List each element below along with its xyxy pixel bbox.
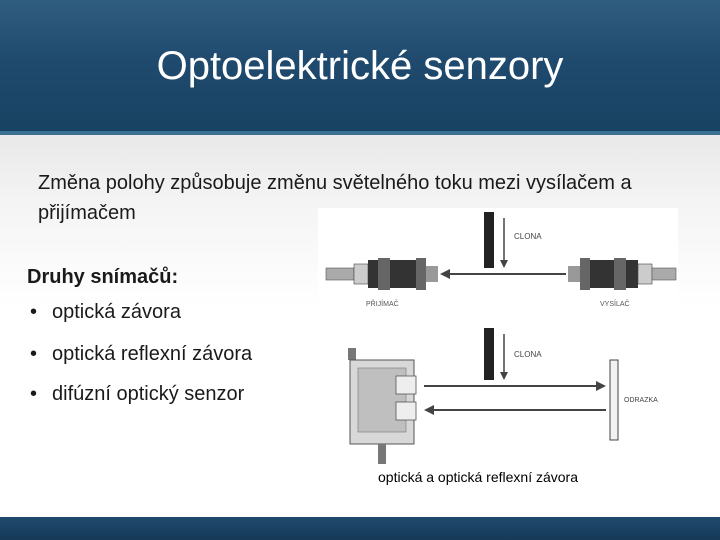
label-clona-top: CLONA <box>514 232 542 241</box>
bullet-text: difúzní optický senzor <box>52 383 245 405</box>
list-item <box>30 343 252 366</box>
sensor-diagram-svg <box>318 208 678 476</box>
slide-title: Optoelektrické senzory <box>156 44 564 88</box>
shutter-top <box>484 212 494 268</box>
bullet-text: optická závora <box>52 301 181 323</box>
reflector <box>610 360 618 440</box>
reflex-sensor <box>348 348 416 464</box>
label-vysilac: VYSÍLAČ <box>600 301 630 308</box>
bullet-point: • <box>30 301 38 323</box>
receiver-sensor <box>326 258 438 290</box>
label-clona-bottom: CLONA <box>514 350 542 359</box>
bullet-text: optická reflexní závora <box>52 343 253 365</box>
footer-bar <box>0 517 720 540</box>
sensor-types-heading: Druhy snímačů: <box>27 266 179 288</box>
diagram-caption: optická a optická reflexní závora <box>378 469 578 485</box>
bullet-point: • <box>30 383 38 405</box>
bullet-point: • <box>30 343 38 365</box>
label-prijimac: PŘIJÍMAČ <box>366 301 399 308</box>
sensor-diagram <box>318 208 678 476</box>
transmitter-sensor <box>568 258 676 290</box>
list-item <box>30 301 181 324</box>
list-item <box>30 383 244 406</box>
label-odrazka: ODRAZKA <box>624 397 658 404</box>
title-bar <box>0 0 720 135</box>
intro-text: Změna polohy způsobuje změnu světelného toku mezi vysílačem a přijímačem <box>38 172 632 224</box>
shutter-bottom <box>484 328 494 380</box>
